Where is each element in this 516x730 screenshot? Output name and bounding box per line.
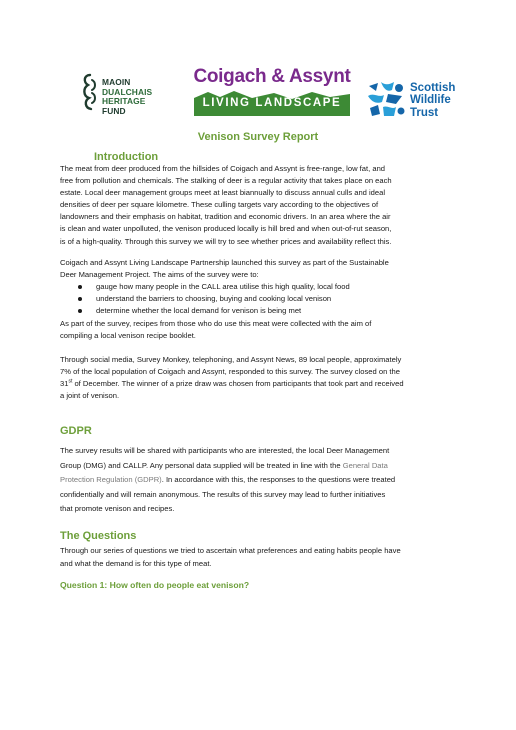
- swt-line-2: Wildlife: [410, 94, 451, 107]
- text-line: [60, 459, 460, 474]
- hlf-line-1: MAOIN: [102, 77, 131, 87]
- text-line: free from pollution and chemicals. The stalking of deer is a regular activity that takes place on each: [60, 176, 392, 186]
- list-item: [78, 293, 458, 305]
- survey-aims-list: [78, 281, 458, 317]
- text-line: a joint of venison.: [60, 391, 120, 401]
- list-item-text: gauge how many people in the CALL area utilise this high quality, local food: [96, 282, 350, 291]
- gdpr-heading: GDPR: [60, 425, 92, 437]
- cal-logo-title: Coigach & Assynt: [193, 66, 351, 87]
- hlf-line-3: HERITAGE: [102, 96, 146, 107]
- text-run: Group (DMG) and CALLP. Any personal data supplied will be treated in line with the: [60, 460, 343, 470]
- date-number: 31: [60, 379, 69, 389]
- text-line: 7% of the local population of Coigach and Assynt, responded to this survey. The survey closed on the: [60, 367, 400, 377]
- bullet-icon: [78, 309, 82, 313]
- date-ordinal: st: [68, 378, 73, 385]
- text-line: compiling a local venison recipe booklet.: [60, 331, 196, 341]
- text-line: confidentially and will remain anonymous. The results of this survey may lead to further initiatives: [60, 489, 386, 499]
- gdpr-link-text: Protection Regulation (GDPR): [60, 475, 162, 485]
- gdpr-paragraph: [60, 444, 460, 517]
- text-line: Coigach and Assynt Living Landscape Partnership launched this survey as part of the Sustainable: [60, 258, 389, 267]
- text-line: The meat from deer produced from the hillsides of Coigach and Assynt is free-range, low fat, and: [60, 164, 386, 173]
- text-line: is clean and water unpolluted, the venison produced locally is hill bred and when out-of-rut season,: [60, 224, 392, 234]
- intro-paragraph-2: [60, 257, 460, 281]
- text-line: estate. Local deer management groups meet at least biannually to discuss annual culls and ideal: [60, 188, 386, 198]
- heritage-fund-logo: [80, 68, 162, 120]
- text-line: The survey results will be shared with participants who are interested, the local Deer Management: [60, 446, 390, 455]
- text-line: [60, 473, 460, 488]
- list-item-text: determine whether the local demand for venison is being met: [96, 306, 302, 316]
- intro-paragraph-3: [60, 318, 460, 342]
- text-run: of December. The winner of a prize draw was chosen from participants that took part and received: [72, 379, 404, 389]
- text-line: Through our series of questions we tried to ascertain what preferences and eating habits people have: [60, 546, 401, 555]
- cal-logo-subtitle: LIVING LANDSCAPE: [202, 97, 342, 109]
- swt-line-3: Trust: [410, 106, 439, 119]
- introduction-heading: Introduction: [94, 151, 159, 163]
- text-line: [60, 378, 460, 390]
- questions-paragraph: [60, 544, 460, 570]
- question-1-heading: Question 1: How often do people eat venison?: [60, 580, 250, 590]
- wildlife-collage-icon: [366, 80, 406, 120]
- report-title: Venison Survey Report: [197, 131, 319, 143]
- text-line: As part of the survey, recipes from those who do use this meat were collected with the aim of: [60, 319, 372, 328]
- swt-line-1: Scottish: [410, 82, 456, 94]
- intro-paragraph-4: [60, 354, 460, 402]
- list-item: [78, 281, 458, 293]
- list-item-text: understand the barriers to choosing, buying and cooking local venison: [96, 294, 332, 304]
- text-line: densities of deer per square kilometre. These culling targets vary according to the objectives of: [60, 200, 379, 210]
- list-item: [78, 305, 458, 317]
- heritage-fund-wordmark: [102, 78, 152, 116]
- bullet-icon: [78, 285, 82, 289]
- heritage-fund-hands-icon: [80, 72, 100, 112]
- text-line: is of a high-quality. Through this survey we will try to see whether prices and availability reflect this.: [60, 236, 392, 246]
- text-run: . In accordance with this, the responses to the questions were treated: [161, 475, 396, 485]
- hlf-line-4: FUND: [102, 105, 126, 116]
- bullet-icon: [78, 297, 82, 301]
- scottish-wildlife-trust-logo: [366, 80, 466, 124]
- questions-heading: The Questions: [60, 530, 137, 542]
- text-line: Through social media, Survey Monkey, telephoning, and Assynt News, 89 local people, approximately: [60, 355, 402, 364]
- hlf-line-2: DUALCHAIS: [102, 86, 153, 97]
- text-line: that promote venison and recipes.: [60, 504, 175, 514]
- coigach-assynt-logo: [192, 66, 352, 118]
- gdpr-link-text: General Data: [342, 460, 388, 470]
- text-line: landowners and their emphasis on habitat, tradition and economic drivers. In an area where the air: [60, 212, 391, 222]
- intro-paragraph-1: [60, 163, 460, 248]
- text-line: and what the demand is for this type of meat.: [60, 559, 212, 568]
- swt-wordmark: [410, 82, 455, 119]
- text-line: Deer Management Project. The aims of the survey were to:: [60, 270, 259, 280]
